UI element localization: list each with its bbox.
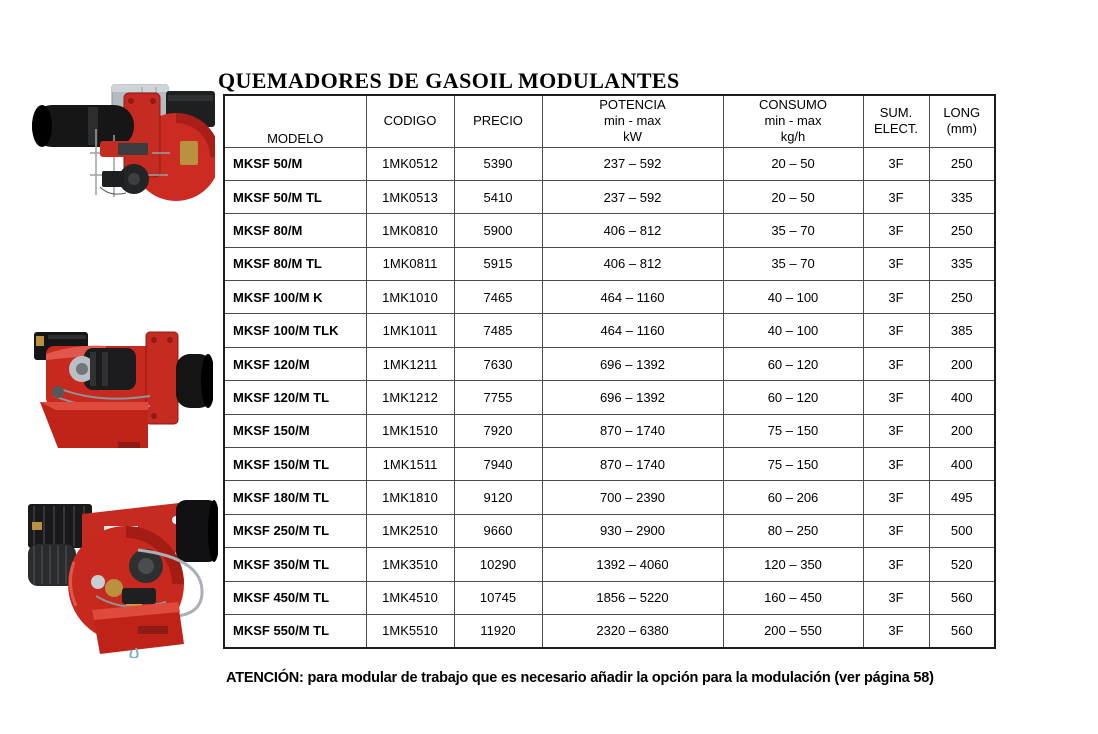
burner-photo-middle xyxy=(28,330,213,450)
table-row xyxy=(224,414,995,447)
value-cell: 250 xyxy=(929,281,995,314)
page-title: QUEMADORES DE GASOIL MODULANTES xyxy=(218,67,680,93)
value-cell: 870 – 1740 xyxy=(542,414,723,447)
burner-photo-bottom xyxy=(26,492,218,658)
value-cell: 60 – 206 xyxy=(723,481,863,514)
table-row xyxy=(224,381,995,414)
value-cell: 75 – 150 xyxy=(723,414,863,447)
header-long xyxy=(929,95,995,147)
value-cell: 9660 xyxy=(454,514,542,547)
value-cell: 3F xyxy=(863,314,929,347)
value-cell: 400 xyxy=(929,448,995,481)
burner-photo-middle-drawing xyxy=(28,330,213,450)
value-cell: 10290 xyxy=(454,548,542,581)
table-row xyxy=(224,314,995,347)
header-row xyxy=(224,95,995,147)
value-cell: 3F xyxy=(863,614,929,647)
value-cell: 2320 – 6380 xyxy=(542,614,723,647)
table-row xyxy=(224,514,995,547)
value-cell: 160 – 450 xyxy=(723,581,863,614)
table-row xyxy=(224,481,995,514)
value-cell: 520 xyxy=(929,548,995,581)
value-cell: 237 – 592 xyxy=(542,180,723,213)
value-cell: 20 – 50 xyxy=(723,147,863,180)
value-cell: 930 – 2900 xyxy=(542,514,723,547)
table-row xyxy=(224,247,995,280)
value-cell: 1392 – 4060 xyxy=(542,548,723,581)
value-cell: 870 – 1740 xyxy=(542,448,723,481)
table-row xyxy=(224,448,995,481)
value-cell: 250 xyxy=(929,147,995,180)
value-cell: 406 – 812 xyxy=(542,247,723,280)
header-consumo-line2: min - max xyxy=(764,113,822,129)
table-header xyxy=(224,95,995,147)
value-cell: 5410 xyxy=(454,180,542,213)
value-cell: 1MK1010 xyxy=(366,281,454,314)
value-cell: 120 – 350 xyxy=(723,548,863,581)
header-potencia-line1: POTENCIA xyxy=(599,97,666,113)
value-cell: 80 – 250 xyxy=(723,514,863,547)
value-cell: 35 – 70 xyxy=(723,247,863,280)
header-long-line2: (mm) xyxy=(946,121,977,137)
header-potencia xyxy=(542,95,723,147)
value-cell: 3F xyxy=(863,214,929,247)
model-cell: MKSF 450/M TL xyxy=(224,581,366,614)
model-cell: MKSF 180/M TL xyxy=(224,481,366,514)
model-cell: MKSF 250/M TL xyxy=(224,514,366,547)
value-cell: 335 xyxy=(929,180,995,213)
value-cell: 3F xyxy=(863,247,929,280)
value-cell: 464 – 1160 xyxy=(542,314,723,347)
value-cell: 3F xyxy=(863,281,929,314)
value-cell: 500 xyxy=(929,514,995,547)
value-cell: 335 xyxy=(929,247,995,280)
model-cell: MKSF 150/M TL xyxy=(224,448,366,481)
value-cell: 3F xyxy=(863,514,929,547)
value-cell: 1MK1511 xyxy=(366,448,454,481)
value-cell: 7485 xyxy=(454,314,542,347)
value-cell: 3F xyxy=(863,448,929,481)
table-row xyxy=(224,347,995,380)
model-cell: MKSF 80/M xyxy=(224,214,366,247)
value-cell: 3F xyxy=(863,381,929,414)
value-cell: 5390 xyxy=(454,147,542,180)
value-cell: 5915 xyxy=(454,247,542,280)
value-cell: 3F xyxy=(863,481,929,514)
model-cell: MKSF 150/M xyxy=(224,414,366,447)
table-row xyxy=(224,281,995,314)
value-cell: 20 – 50 xyxy=(723,180,863,213)
model-cell: MKSF 50/M xyxy=(224,147,366,180)
model-cell: MKSF 80/M TL xyxy=(224,247,366,280)
burner-photo-top xyxy=(30,83,215,203)
value-cell: 35 – 70 xyxy=(723,214,863,247)
header-consumo-line1: CONSUMO xyxy=(759,97,827,113)
table-row xyxy=(224,214,995,247)
value-cell: 3F xyxy=(863,548,929,581)
model-cell: MKSF 100/M TLK xyxy=(224,314,366,347)
attention-note: ATENCIÓN: para modular de trabajo que es necesario añadir la opción para la modulación (ver página 58) xyxy=(226,669,934,686)
burner-photo-top-drawing xyxy=(30,83,215,203)
model-cell: MKSF 50/M TL xyxy=(224,180,366,213)
value-cell: 200 xyxy=(929,347,995,380)
value-cell: 406 – 812 xyxy=(542,214,723,247)
value-cell: 1MK1212 xyxy=(366,381,454,414)
burner-photo-bottom-drawing xyxy=(26,492,218,658)
value-cell: 1MK1810 xyxy=(366,481,454,514)
value-cell: 7755 xyxy=(454,381,542,414)
model-cell: MKSF 120/M xyxy=(224,347,366,380)
value-cell: 1MK0512 xyxy=(366,147,454,180)
value-cell: 560 xyxy=(929,581,995,614)
value-cell: 237 – 592 xyxy=(542,147,723,180)
burner-spec-table xyxy=(223,94,996,649)
value-cell: 1MK0811 xyxy=(366,247,454,280)
header-long-line1: LONG xyxy=(943,105,981,121)
value-cell: 250 xyxy=(929,214,995,247)
header-modelo: MODELO xyxy=(224,95,366,147)
value-cell: 10745 xyxy=(454,581,542,614)
value-cell: 1MK2510 xyxy=(366,514,454,547)
table-body xyxy=(224,147,995,648)
value-cell: 3F xyxy=(863,147,929,180)
value-cell: 40 – 100 xyxy=(723,281,863,314)
table-row xyxy=(224,581,995,614)
table-row xyxy=(224,614,995,647)
value-cell: 1MK1011 xyxy=(366,314,454,347)
value-cell: 1MK5510 xyxy=(366,614,454,647)
value-cell: 40 – 100 xyxy=(723,314,863,347)
value-cell: 560 xyxy=(929,614,995,647)
value-cell: 7940 xyxy=(454,448,542,481)
header-consumo xyxy=(723,95,863,147)
value-cell: 5900 xyxy=(454,214,542,247)
header-potencia-line3: kW xyxy=(623,129,642,145)
value-cell: 3F xyxy=(863,347,929,380)
value-cell: 700 – 2390 xyxy=(542,481,723,514)
model-cell: MKSF 100/M K xyxy=(224,281,366,314)
value-cell: 1MK0810 xyxy=(366,214,454,247)
header-sum-line2: ELECT. xyxy=(873,121,919,137)
value-cell: 60 – 120 xyxy=(723,381,863,414)
value-cell: 11920 xyxy=(454,614,542,647)
value-cell: 1MK1211 xyxy=(366,347,454,380)
header-sum-line1: SUM. xyxy=(879,105,913,121)
value-cell: 1MK0513 xyxy=(366,180,454,213)
value-cell: 495 xyxy=(929,481,995,514)
model-cell: MKSF 550/M TL xyxy=(224,614,366,647)
value-cell: 400 xyxy=(929,381,995,414)
value-cell: 200 – 550 xyxy=(723,614,863,647)
header-precio: PRECIO xyxy=(454,95,542,147)
value-cell: 200 xyxy=(929,414,995,447)
value-cell: 3F xyxy=(863,414,929,447)
header-codigo: CODIGO xyxy=(366,95,454,147)
table-row xyxy=(224,147,995,180)
value-cell: 1MK4510 xyxy=(366,581,454,614)
value-cell: 9120 xyxy=(454,481,542,514)
value-cell: 696 – 1392 xyxy=(542,381,723,414)
model-cell: MKSF 120/M TL xyxy=(224,381,366,414)
table-row xyxy=(224,548,995,581)
value-cell: 7465 xyxy=(454,281,542,314)
value-cell: 3F xyxy=(863,180,929,213)
value-cell: 7920 xyxy=(454,414,542,447)
value-cell: 3F xyxy=(863,581,929,614)
value-cell: 60 – 120 xyxy=(723,347,863,380)
value-cell: 75 – 150 xyxy=(723,448,863,481)
value-cell: 464 – 1160 xyxy=(542,281,723,314)
value-cell: 1MK3510 xyxy=(366,548,454,581)
value-cell: 696 – 1392 xyxy=(542,347,723,380)
value-cell: 1856 – 5220 xyxy=(542,581,723,614)
table-row xyxy=(224,180,995,213)
model-cell: MKSF 350/M TL xyxy=(224,548,366,581)
header-consumo-line3: kg/h xyxy=(780,129,806,145)
value-cell: 7630 xyxy=(454,347,542,380)
header-sum-elect xyxy=(863,95,929,147)
value-cell: 385 xyxy=(929,314,995,347)
value-cell: 1MK1510 xyxy=(366,414,454,447)
header-potencia-line2: min - max xyxy=(603,113,662,129)
